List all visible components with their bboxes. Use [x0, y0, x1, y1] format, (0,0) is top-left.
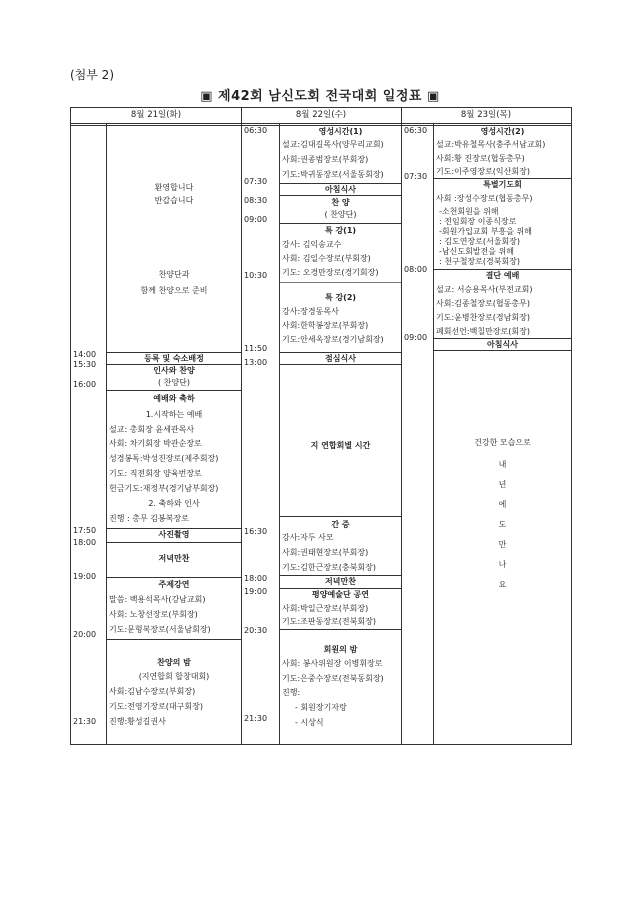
farewell-char: 에 — [498, 500, 507, 509]
row-rule — [280, 364, 401, 365]
header-rule — [71, 125, 571, 126]
night-title: 찬양의 밤 — [157, 658, 191, 667]
time-column-divider — [106, 124, 107, 744]
time: 06:30 — [404, 126, 428, 135]
header-day1: 8월 21일(화) — [130, 110, 182, 120]
worship-line: 기도: 직전회장 양육번장로 — [109, 469, 202, 478]
row-rule — [107, 390, 241, 391]
worship-title: 예배와 축하 — [153, 394, 195, 403]
row-rule — [280, 575, 401, 576]
prayer-line: -회원가입교회 부흥을 위해 — [439, 227, 532, 236]
prayer-title: 특별기도회 — [483, 180, 522, 189]
row-rule — [280, 588, 401, 589]
members-line: 진행: — [282, 688, 301, 697]
worship-line: 성경봉독:박성진장로(제주회장) — [109, 454, 219, 463]
row-rule — [280, 183, 401, 184]
lecture1-title: 특 강(1) — [324, 226, 357, 235]
art-line: 기도:조판동장로(전북회장) — [282, 617, 376, 626]
row-rule — [434, 269, 571, 270]
lecture1-line: 강사: 김익송교수 — [282, 240, 342, 249]
time: 08:00 — [404, 265, 428, 274]
row-rule — [107, 639, 241, 640]
lecture-line: 말씀: 백용석목사(강남교회) — [109, 595, 206, 604]
art-title: 평양예술단 공연 — [312, 590, 369, 599]
night-line: 사회:김남수장로(부회장) — [109, 687, 196, 696]
closing-line: 설교: 서승용목사(부전교회) — [436, 285, 533, 294]
attachment-label: (첨부 2) — [70, 68, 114, 82]
spirit2-line: 기도:이주영장로(익산회장) — [436, 167, 530, 176]
column-divider — [401, 108, 402, 744]
time: 09:00 — [404, 333, 428, 342]
praise-sub: ( 찬양단) — [158, 378, 190, 387]
lecture-title: 주제강연 — [158, 580, 190, 589]
members-line: - 시상식 — [295, 718, 324, 727]
prayer-line: 사회 :장성수장로(협동총무) — [436, 194, 533, 203]
branch-time: 지 연합회별 시간 — [310, 441, 371, 450]
farewell-char: 만 — [498, 540, 507, 549]
lecture2-line: 사회:한학봉장로(부회장) — [282, 321, 369, 330]
welcome-line: 반갑습니다 — [154, 196, 194, 205]
day2-praise-sub: ( 찬양단) — [324, 210, 357, 219]
time: 15:30 — [73, 360, 97, 369]
time: 19:00 — [73, 572, 97, 581]
row-rule — [434, 178, 571, 179]
document-title: ▣ 제42회 남신도회 전국대회 일정표 ▣ — [200, 89, 440, 104]
testimony-line: 강사:자두 사모 — [282, 533, 334, 542]
choir-line: 함께 찬양으로 준비 — [140, 286, 208, 295]
closing-line: 사회:김종철장로(협동총무) — [436, 299, 530, 308]
testimony-line: 사회:권태현장로(부회장) — [282, 548, 369, 557]
members-title: 회원의 밤 — [323, 645, 358, 654]
spirit2-line: 설교:박유철목사(충주서남교회) — [436, 140, 546, 149]
prayer-line: : 김도연장로(서울회장) — [439, 237, 521, 246]
farewell-char: 년 — [498, 480, 507, 489]
spirit1-title: 영성시간(1) — [318, 127, 363, 136]
time: 08:30 — [244, 196, 268, 205]
day2-lunch: 점심식사 — [325, 354, 356, 363]
testimony-title: 간 증 — [331, 520, 350, 529]
farewell-char: 나 — [498, 560, 507, 569]
header-day3: 8월 23일(목) — [460, 110, 512, 120]
registration: 등록 및 숙소배정 — [144, 354, 204, 363]
farewell-line: 건강한 모습으로 — [474, 438, 531, 447]
worship-line: 1.시작하는 예배 — [145, 410, 203, 419]
time: 20:30 — [244, 626, 268, 635]
row-rule — [434, 338, 571, 339]
row-rule — [107, 352, 241, 353]
night-line: 진행:황성길권사 — [109, 717, 166, 726]
day2-dinner: 저녁만찬 — [325, 577, 356, 586]
night-line: (지연합회 합창대회) — [138, 672, 210, 681]
day2-praise-title: 찬 양 — [331, 198, 350, 207]
row-rule — [107, 542, 241, 543]
spirit1-line: 사회:권종범장로(부회장) — [282, 155, 369, 164]
time: 16:30 — [244, 527, 268, 536]
lecture2-title: 특 강(2) — [324, 293, 357, 302]
worship-line: 2. 축하와 인사 — [148, 499, 200, 508]
prayer-line: : 전임회장 이종식장로 — [439, 217, 517, 226]
row-rule — [280, 223, 401, 224]
lecture2-line: 강사:장경동목사 — [282, 307, 339, 316]
welcome-line: 환영합니다 — [154, 183, 194, 192]
members-line: 사회: 봉사위원장 이병휘장로 — [282, 659, 383, 668]
day1-dinner: 저녁만찬 — [158, 554, 190, 563]
testimony-line: 기도:김한근장로(충북회장) — [282, 563, 376, 572]
header-day2: 8월 22일(수) — [295, 110, 347, 120]
closing-line: 기도:윤병찬장로(경남회장) — [436, 313, 530, 322]
row-rule — [280, 195, 401, 196]
column-divider — [241, 108, 242, 744]
praise-title: 인사와 찬양 — [153, 366, 195, 375]
time: 06:30 — [244, 126, 268, 135]
spirit1-line: 기도:박귀동장로(서울동회장) — [282, 170, 384, 179]
header-rule — [71, 123, 571, 124]
prayer-line: -소천회원을 위해 — [439, 207, 499, 216]
worship-line: 헌금기도:재정부(경기남부회장) — [109, 484, 219, 493]
row-rule — [280, 516, 401, 517]
row-rule — [434, 350, 571, 351]
time: 18:00 — [73, 538, 97, 547]
spirit2-title: 영성시간(2) — [480, 127, 525, 136]
lecture-line: 기도:문형복장로(서울남회장) — [109, 625, 211, 634]
members-line: - 회원장기자랑 — [295, 703, 347, 712]
prayer-line: -남신도회발전을 위해 — [439, 247, 514, 256]
closing-line: 폐회선언:백칠만장로(회장) — [436, 327, 530, 336]
closing-title: 결단 예배 — [485, 271, 520, 280]
photo: 사진촬영 — [158, 530, 190, 539]
day2-breakfast: 아침식사 — [325, 185, 356, 194]
lecture-line: 사회: 노창선장로(부회장) — [109, 610, 198, 619]
time: 11:50 — [244, 344, 268, 353]
time: 16:00 — [73, 380, 97, 389]
day3-breakfast: 아침식사 — [487, 340, 518, 349]
farewell-char: 요 — [498, 580, 507, 589]
row-rule — [280, 629, 401, 630]
lecture2-line: 기도:안세옥장로(경기남회장) — [282, 335, 384, 344]
farewell-char: 도 — [498, 520, 507, 529]
row-rule — [107, 528, 241, 529]
time: 07:30 — [244, 177, 268, 186]
art-line: 사회:박일근장로(부회장) — [282, 604, 369, 613]
time: 20:00 — [73, 630, 97, 639]
time: 18:00 — [244, 574, 268, 583]
row-rule — [107, 577, 241, 578]
schedule-table — [70, 107, 572, 745]
worship-line: 사회: 차기회장 박관순장로 — [109, 439, 202, 448]
lecture1-line: 사회: 김일수장로(부회장) — [282, 254, 371, 263]
time: 07:30 — [404, 172, 428, 181]
time: 14:00 — [73, 350, 97, 359]
row-rule — [280, 282, 401, 283]
choir-line: 찬양단과 — [158, 270, 190, 279]
row-rule — [280, 352, 401, 353]
time: 13:00 — [244, 358, 268, 367]
night-line: 기도:전영기장로(대구회장) — [109, 702, 203, 711]
time: 10:30 — [244, 271, 268, 280]
time: 19:00 — [244, 587, 268, 596]
time-column-divider — [433, 124, 434, 744]
worship-line: 진행 : 총무 김봉복장로 — [109, 514, 189, 523]
spirit1-line: 설교:김대길목사(양무리교회) — [282, 140, 384, 149]
row-rule — [107, 364, 241, 365]
members-line: 기도:은중수장로(전북동회장) — [282, 674, 384, 683]
farewell-char: 내 — [498, 460, 507, 469]
time: 21:30 — [244, 714, 268, 723]
time: 09:00 — [244, 215, 268, 224]
time: 17:50 — [73, 526, 97, 535]
spirit2-line: 사회:황 진장로(협동총무) — [436, 154, 525, 163]
prayer-line: : 천구철장로(경북회장) — [439, 257, 521, 266]
worship-line: 설교: 총회장 윤세관목사 — [109, 425, 195, 434]
time: 21:30 — [73, 717, 97, 726]
lecture1-line: 기도: 오경만장로(경기회장) — [282, 268, 379, 277]
